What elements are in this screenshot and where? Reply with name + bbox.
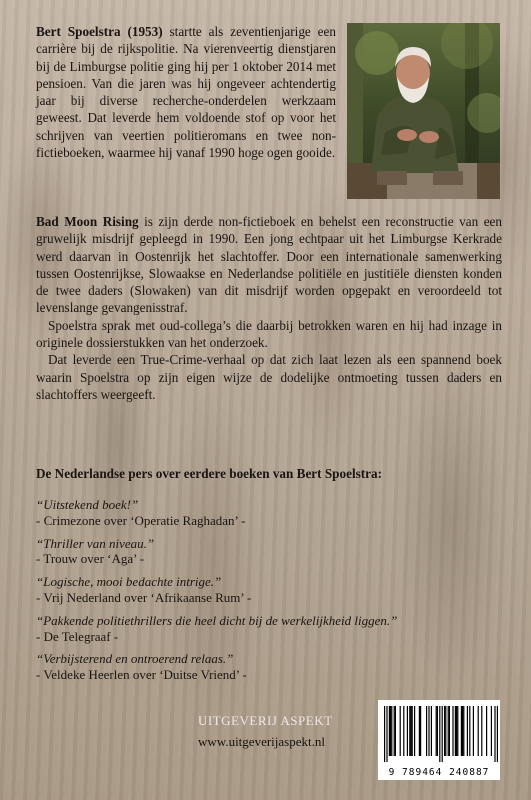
author-bio [36,23,336,161]
press-quote [36,536,502,568]
barcode-bar [407,706,408,756]
press-quote [36,613,502,645]
quote-source: - Crimezone over ‘Operatie Raghadan’ - [36,512,246,528]
barcode-bar [478,706,479,756]
barcode-bar [436,706,437,756]
barcode-bar [409,706,410,756]
barcode-bar [403,706,404,756]
barcode-bar [391,706,392,756]
quote-text: “Pakkende politiethrillers die heel dicht bij de werkelijkheid liggen.” [36,612,398,628]
barcode-bar [426,706,427,756]
barcode-bar [448,706,449,756]
barcode-bars [378,700,500,764]
press-quote [36,651,502,683]
quote-source: - Trouw over ‘Aga’ - [36,551,145,567]
author-photo [347,23,500,199]
barcode-bar [486,706,487,756]
barcode-bar [463,706,464,756]
barcode-bar [428,706,429,756]
press-heading: De Nederlandse pers over eerdere boeken van Bert Spoelstra: [36,466,382,481]
publisher-website: www.uitgeverijaspekt.nl [198,734,325,749]
press-quotes [36,497,502,690]
quote-source: - De Telegraaf - [36,628,119,644]
barcode-bar [452,706,453,756]
barcode-bar [431,706,432,756]
isbn-number: 9 789464 240887 [388,767,490,778]
barcode-bar [467,706,468,756]
barcode-bar [457,706,458,756]
isbn-barcode [378,700,500,780]
barcode-bar [414,706,415,756]
barcode-bar [412,706,413,756]
barcode-bar [444,706,445,756]
barcode-bar [394,706,395,756]
barcode-bar [469,706,470,756]
barcode-bar [419,706,420,756]
press-quote [36,497,502,529]
barcode-bar [390,706,391,756]
barcode-bar [497,706,498,762]
book-description [36,213,502,403]
barcode-bar [456,706,457,756]
barcode-bar [384,706,385,762]
barcode-bar [439,706,440,762]
barcode-bar [449,706,450,756]
barcode-bar [473,706,474,756]
barcode-bar [494,706,495,762]
barcode-bar [445,706,446,756]
barcode-bar [481,706,482,756]
barcode-bar [420,706,421,756]
description-paragraph-2: Spoelstra sprak met oud-collega’s die daarbij betrokken waren en hij had inzage in originele dossierstukken van het onderzoek. [36,317,502,351]
quote-source: - Vrij Nederland over ‘Afrikaanse Rum’ - [36,589,252,605]
barcode-bar [461,706,462,756]
barcode-bar [437,706,438,756]
quote-text: “Logische, mooi bedachte intrige.” [36,574,222,590]
author-name: Bert Spoelstra (1953) [36,24,163,39]
book-title: Bad Moon Rising [36,214,139,229]
quote-source: - Veldeke Heerlen over ‘Duitse Vriend’ - [36,667,247,683]
quote-text: “Verbijsterend en ontroerend relaas.” [36,651,234,667]
barcode-bar [442,706,443,762]
barcode-bar [389,706,390,756]
description-paragraph-1: Bad Moon Rising is zijn derde non-fictieboek en behelst een reconstructie van een gruwelijk misdrijf gepleegd in 1990. Een jong echtpaar uit het Limburgse Kerkrade werd daarvan in Oostenrijk het slachtoffer. Door een internationale samenwerking tussen Oostenrijkse, Slowaakse en Nederlandse politiële en justitiële diensten konden de twee daders (Slowaken) van dit misdrijf worden opgepakt en veroordeeld tot levenslange gevangenisstraf. [36,214,502,316]
barcode-bar [410,706,411,756]
barcode-bar [386,706,387,762]
quote-text: “Thriller van niveau.” [36,535,155,551]
barcode-bar [491,706,492,756]
press-quote [36,574,502,606]
barcode-bar [400,706,401,756]
description-paragraph-3: Dat leverde een True-Crime-verhaal op dat zich laat lezen als een spannend boek waarin Spoelstra op zijn eigen wijze de dodelijke ontmoeting tussen daders en slachtoffers weergeeft. [36,352,502,402]
author-bio-text: startte als zeventienjarige een carrière bij de rijkspolitie. Na vierenveertig dienstjaren bij de Limburgse politie ging hij per 1 oktober 2014 met pensioen. Van die jaren was hij ongeveer achtendertig jaar bij diverse recherche-onderdelen werkzaam geweest. Dat leverde hem voldoende stof op voor het schrijven van veertien politieromans en twee non-fictieboeken, waarmee hij vanaf 1990 hoge ogen gooide. [36,24,336,161]
barcode-bar [395,706,396,756]
barcode-bar [462,706,463,756]
publisher-name: UITGEVERIJ ASPEKT [198,713,333,728]
quote-text: “Uitstekend boek!” [36,497,139,512]
barcode-bar [455,706,456,756]
